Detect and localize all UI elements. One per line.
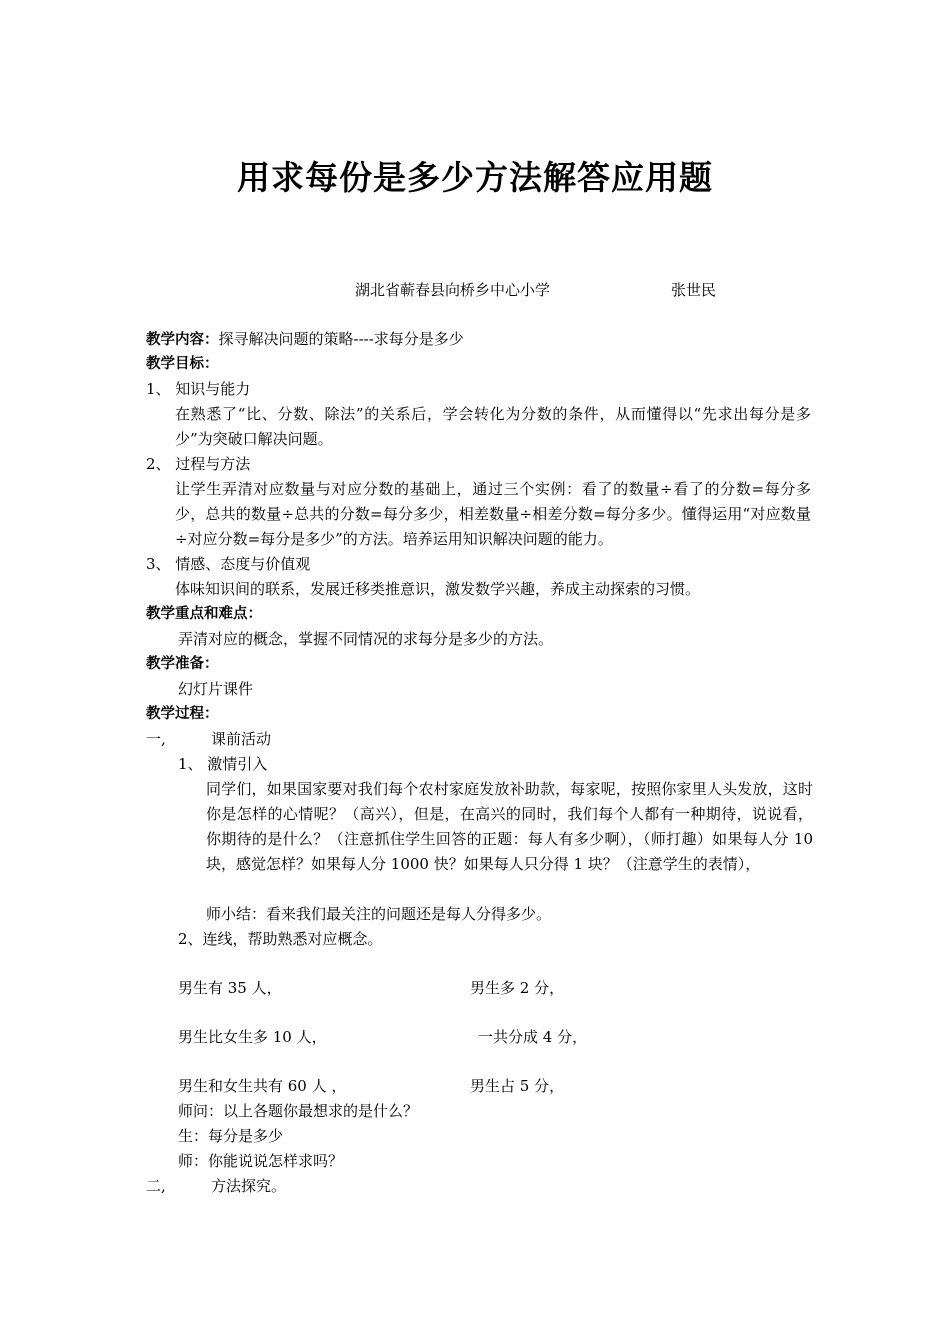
content-line [146, 327, 464, 352]
objective-3-text: 体味知识间的联系，发展迁移类推意识，激发数学兴趣，养成主动探索的习惯。 [175, 580, 701, 598]
author-school: 湖北省蕲春县向桥乡中心小学 [355, 281, 551, 299]
match-right-2: 一共分成 4 分， [478, 1028, 588, 1046]
prep-label: 教学准备： [146, 656, 219, 672]
section-2-title: 方法探究。 [211, 1177, 287, 1195]
match-right-3: 男生占 5 分， [470, 1077, 565, 1095]
step-1-text: 同学们，如果国家要对我们每个农村家庭发放补助款，每家呢，按照你家里人头发放，这时你是怎样的心情呢？（高兴），但是，在高兴的同时，我们每个人都有一种期待，说说看，你期待的是什么？（注意抓住学生回答的正题：每人有多少啊），（师打趣）如果每人分 10 块，感觉怎样？如果每人分 1000 快？如果每人只分得 1 块？（注意学生的表情）， [206, 780, 813, 873]
dialog-line-3: 师：你能说说怎样求吗？ [178, 1152, 344, 1170]
objective-1-text: 在熟悉了“比、分数、除法”的关系后，学会转化为分数的条件，从而懂得以“先求出每分是多少”为突破口解决问题。 [175, 405, 811, 448]
objectives-label: 教学目标： [146, 356, 219, 372]
step-1-heading: 1、 激情引入 [178, 755, 268, 773]
content-label: 教学内容： [146, 332, 219, 348]
match-left-2: 男生比女生多 10 人， [178, 1028, 327, 1046]
content-text: 探寻解决问题的策略----求每分是多少 [218, 330, 464, 348]
objective-1-heading: 1、 知识与能力 [146, 380, 251, 398]
process-label: 教学过程： [146, 706, 219, 722]
match-left-3: 男生和女生共有 60 人 ， [178, 1077, 347, 1095]
prep-text: 幻灯片课件 [178, 680, 254, 698]
keypoints-label: 教学重点和难点： [146, 606, 262, 622]
step-1-summary: 师小结：看来我们最关注的问题还是每人分得多少。 [206, 905, 552, 923]
dialog-line-2: 生：每分是多少 [178, 1127, 284, 1145]
author-name: 张世民 [671, 281, 717, 299]
objective-2-heading: 2、 过程与方法 [146, 455, 251, 473]
objective-2-text: 让学生弄清对应数量与对应分数的基础上，通过三个实例：看了的数量÷看了的分数=每分多少，总共的数量÷总共的分数=每分多少，相差数量÷相差分数=每分多少。懂得运用“对应数量÷对应分数=每分是多少”的方法。培养运用知识解决问题的能力。 [175, 480, 811, 548]
section-1-number: 一, [146, 730, 166, 748]
section-2-number: 二, [146, 1177, 166, 1195]
dialog-line-1: 师问：以上各题你最想求的是什么？ [178, 1102, 419, 1120]
objective-3-heading: 3、 情感、态度与价值观 [146, 555, 311, 573]
section-1-title: 课前活动 [211, 730, 272, 748]
match-right-1: 男生多 2 分， [470, 979, 565, 997]
keypoints-text: 弄清对应的概念，掌握不同情况的求每分是多少的方法。 [178, 630, 554, 648]
page-title: 用求每份是多少方法解答应用题 [237, 158, 713, 197]
step-2-heading: 2、连线，帮助熟悉对应概念。 [178, 930, 383, 948]
match-left-1: 男生有 35 人， [178, 979, 282, 997]
